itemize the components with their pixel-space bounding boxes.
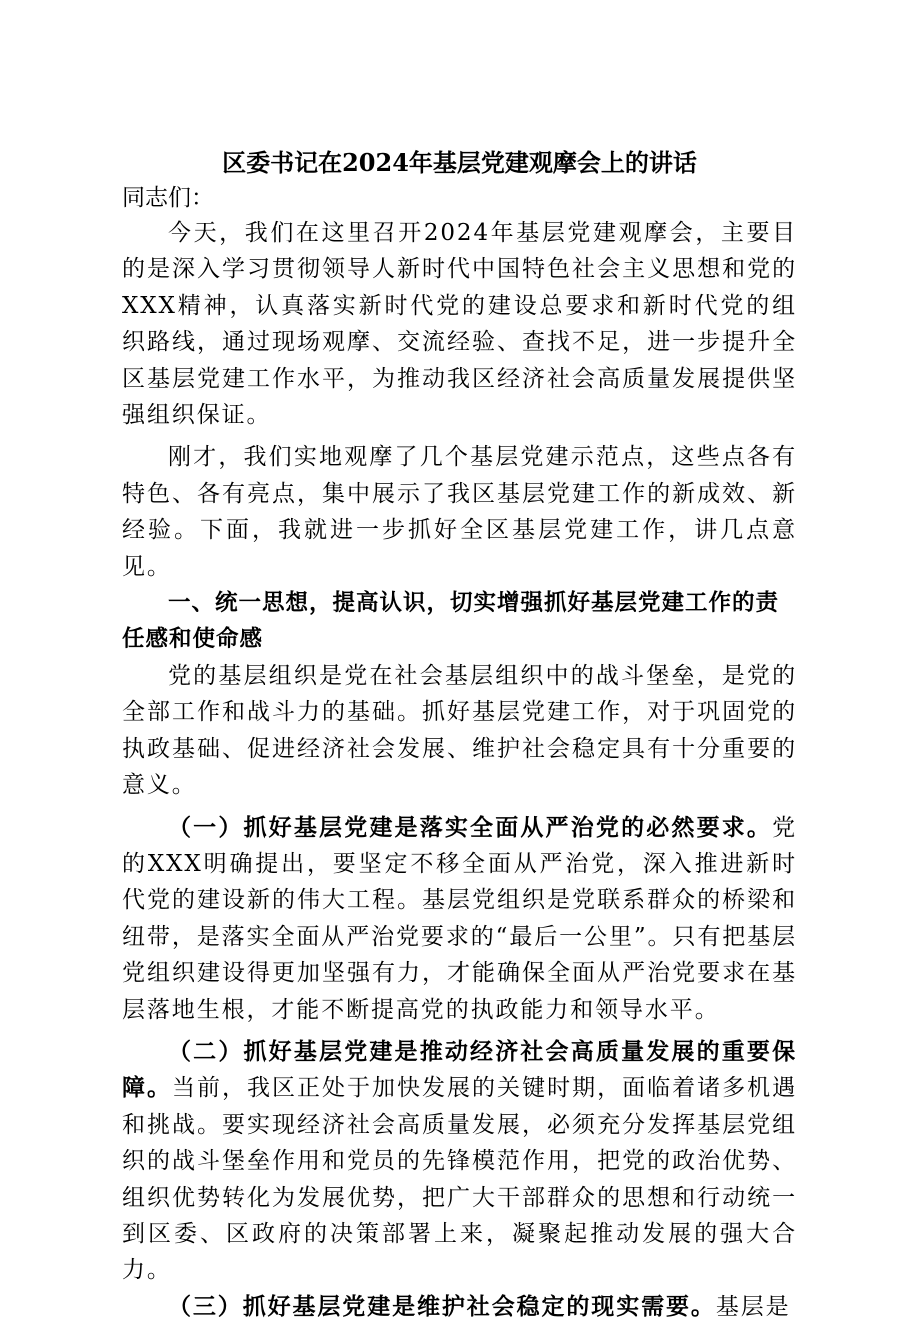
subsection-body-1: 党的XXX明确提出，要坚定不移全面从严治党，深入推进新时代党的建设新的伟大工程。基层党组织是党联系群众的桥梁和纽带，是落实全面从严治党要求的“最后一公里”。只有把基层党组织建设得更加坚强有力，才能确保全面从严治党要求在基层落地生根，才能不断提高党的执政能力和领导水平。 — [122, 814, 797, 1023]
subsection-lead-3: （三）抓好基层党建是维护社会稳定的现实需要。 — [168, 1292, 716, 1320]
section-intro-paragraph: 党的基层组织是党在社会基层组织中的战斗堡垒，是党的全部工作和战斗力的基础。抓好基层党建工作，对于巩固党的执政基础、促进经济社会发展、维护社会稳定具有十分重要的意义。 — [122, 662, 797, 799]
subsection-paragraph-3 — [122, 1289, 797, 1325]
subsection-paragraph-2 — [122, 1034, 797, 1289]
subsection-lead-2: （二）抓好基层党建是推动经济社会高质量发展的重要保障。 — [122, 1037, 797, 1102]
salutation: 同志们： — [122, 185, 214, 211]
subsection-paragraph-1 — [122, 810, 797, 1028]
subsection-lead-1: （一）抓好基层党建是落实全面从严治党的必然要求。 — [168, 813, 773, 841]
intro-paragraph-2: 刚才，我们实地观摩了几个基层党建示范点，这些点各有特色、各有亮点，集中展示了我区基层党建工作的新成效、新经验。下面，我就进一步抓好全区基层党建工作，讲几点意见。 — [122, 444, 797, 580]
section-heading: 一、统一思想，提高认识，切实增强抓好基层党建工作的责任感和使命感 — [122, 590, 780, 653]
intro-paragraph-1: 今天，我们在这里召开2024年基层党建观摩会，主要目的是深入学习贯彻领导人新时代中国特色社会主义思想和党的XXX精神，认真落实新时代党的建设总要求和新时代党的组织路线，通过现场观摩、交流经验、查找不足，进一步提升全区基层党建工作水平，为推动我区经济社会高质量发展提供坚强组织保证。 — [122, 220, 797, 429]
document-page — [122, 145, 797, 1325]
document-title: 区委书记在2024年基层党建观摩会上的讲话 — [222, 148, 697, 177]
subsection-body-3: 基层是 — [715, 1293, 791, 1320]
subsection-body-2: 当前，我区正处于加快发展的关键时期，面临着诸多机遇和挑战。要实现经济社会高质量发展，必须充分发挥基层党组织的战斗堡垒作用和党员的先锋模范作用，把党的政治优势、组织优势转化为发展优势，把广大干部群众的思想和行动统一到区委、区政府的决策部署上来，凝聚起推动发展的强大合力。 — [122, 1075, 797, 1284]
